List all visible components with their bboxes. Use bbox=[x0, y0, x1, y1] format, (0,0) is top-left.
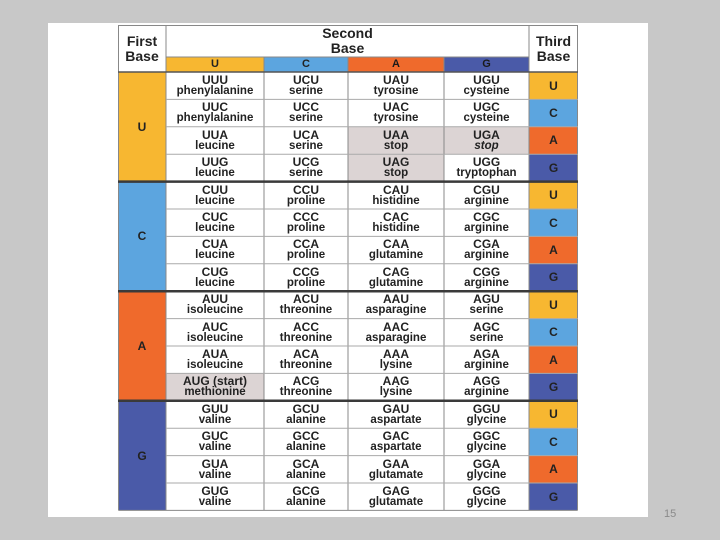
codon-cell bbox=[444, 291, 529, 318]
amino-acid-label: aspartate bbox=[370, 413, 422, 426]
codon-label: CAC bbox=[383, 209, 409, 224]
codon-cell bbox=[264, 182, 348, 209]
codon-cell bbox=[348, 373, 444, 400]
codon-cell bbox=[444, 401, 529, 428]
amino-acid-label: serine bbox=[469, 331, 504, 344]
third-base-g: G bbox=[529, 373, 578, 400]
amino-acid-label: leucine bbox=[195, 221, 235, 234]
amino-acid-label: aspartate bbox=[370, 441, 422, 454]
amino-acid-label: proline bbox=[286, 221, 326, 234]
codon-cell bbox=[166, 346, 264, 373]
codon-label: GCU bbox=[292, 401, 320, 416]
codon-label: AAU bbox=[383, 292, 409, 307]
codon-label: AAG bbox=[382, 374, 410, 389]
first-base-g: G bbox=[118, 401, 166, 511]
amino-acid-label: threonine bbox=[279, 358, 333, 371]
codon-cell bbox=[444, 264, 529, 291]
codon-cell bbox=[444, 99, 529, 126]
third-base-a: A bbox=[529, 127, 578, 154]
amino-acid-label: threonine bbox=[279, 331, 333, 344]
second-base-col-c: C bbox=[264, 57, 348, 72]
codon-label: UGC bbox=[473, 100, 500, 115]
codon-label: GCG bbox=[292, 483, 320, 498]
amino-acid-label: alanine bbox=[286, 413, 326, 426]
third-base-a: A bbox=[529, 456, 578, 483]
codon-label: CAA bbox=[383, 237, 409, 252]
amino-acid-label: threonine bbox=[279, 386, 333, 399]
codon-label: CGA bbox=[473, 237, 500, 252]
amino-acid-label: stop bbox=[474, 139, 499, 152]
codon-cell bbox=[264, 456, 348, 483]
third-base-g: G bbox=[529, 483, 578, 510]
second-base-col-g: G bbox=[444, 57, 529, 72]
codon-cell bbox=[348, 291, 444, 318]
third-base-header-line: Base bbox=[536, 47, 571, 64]
amino-acid-label: arginine bbox=[464, 358, 509, 371]
codon-cell bbox=[264, 154, 348, 181]
codon-cell bbox=[348, 428, 444, 455]
codon-label: CCU bbox=[293, 182, 319, 197]
codon-cell bbox=[348, 236, 444, 263]
amino-acid-label: glutamine bbox=[368, 249, 424, 262]
third-base-header bbox=[529, 25, 578, 72]
amino-acid-label: leucine bbox=[195, 167, 235, 180]
codon-label: UCC bbox=[293, 100, 319, 115]
codon-label: UUA bbox=[202, 127, 228, 142]
codon-cell bbox=[348, 154, 444, 181]
codon-cell bbox=[166, 264, 264, 291]
second-base-col-u: U bbox=[166, 57, 264, 72]
amino-acid-label: proline bbox=[286, 194, 326, 207]
codon-cell bbox=[444, 319, 529, 346]
third-base-c: C bbox=[529, 209, 578, 236]
codon-cell bbox=[444, 182, 529, 209]
third-base-u: U bbox=[529, 401, 578, 428]
codon-label: GUA bbox=[201, 456, 229, 471]
codon-label: CAU bbox=[383, 182, 409, 197]
amino-acid-label: threonine bbox=[279, 304, 333, 317]
codon-label: CGC bbox=[473, 209, 500, 224]
codon-cell bbox=[166, 291, 264, 318]
codon-label: CGU bbox=[473, 182, 500, 197]
codon-label: GUU bbox=[201, 401, 229, 416]
codon-label: UGU bbox=[473, 72, 500, 87]
codon-cell bbox=[264, 99, 348, 126]
codon-label: AUG (start) bbox=[182, 374, 247, 389]
codon-label: AUA bbox=[202, 346, 228, 361]
amino-acid-label: isoleucine bbox=[186, 358, 244, 371]
amino-acid-label: lysine bbox=[379, 386, 413, 399]
codon-cell bbox=[348, 401, 444, 428]
amino-acid-label: alanine bbox=[286, 441, 326, 454]
codon-cell bbox=[166, 428, 264, 455]
codon-label: UAA bbox=[383, 127, 409, 142]
amino-acid-label: proline bbox=[286, 249, 326, 262]
amino-acid-label: serine bbox=[289, 167, 323, 180]
codon-cell bbox=[348, 264, 444, 291]
amino-acid-label: arginine bbox=[464, 386, 509, 399]
codon-label: UAU bbox=[383, 72, 409, 87]
amino-acid-label: phenylalanine bbox=[176, 112, 254, 125]
codon-cell bbox=[264, 72, 348, 99]
codon-label: GGG bbox=[472, 483, 501, 498]
codon-cell bbox=[348, 209, 444, 236]
first-base-header bbox=[118, 25, 166, 72]
codon-label: CGG bbox=[472, 264, 501, 279]
second-base-col-a: A bbox=[348, 57, 444, 72]
amino-acid-label: histidine bbox=[372, 221, 420, 234]
codon-cell bbox=[348, 72, 444, 99]
amino-acid-label: serine bbox=[289, 112, 323, 125]
codon-label: UUU bbox=[202, 72, 228, 87]
amino-acid-label: arginine bbox=[464, 194, 509, 207]
codon-cell bbox=[444, 346, 529, 373]
amino-acid-label: histidine bbox=[372, 194, 420, 207]
amino-acid-label: glutamate bbox=[368, 495, 424, 508]
codon-cell bbox=[166, 236, 264, 263]
codon-label: AUC bbox=[202, 319, 228, 334]
codon-label: AGC bbox=[473, 319, 500, 334]
amino-acid-label: alanine bbox=[286, 495, 326, 508]
codon-label: GAU bbox=[382, 401, 410, 416]
amino-acid-label: leucine bbox=[195, 194, 235, 207]
third-base-c: C bbox=[529, 428, 578, 455]
third-base-g: G bbox=[529, 264, 578, 291]
third-base-u: U bbox=[529, 182, 578, 209]
amino-acid-label: arginine bbox=[464, 249, 509, 262]
codon-label: GUG bbox=[201, 483, 229, 498]
codon-cell bbox=[264, 319, 348, 346]
codon-label: UGA bbox=[473, 127, 500, 142]
codon-cell bbox=[166, 401, 264, 428]
amino-acid-label: tryptophan bbox=[456, 167, 517, 180]
codon-cell bbox=[166, 182, 264, 209]
third-base-header-line: Third bbox=[536, 32, 571, 49]
codon-cell bbox=[166, 319, 264, 346]
third-base-a: A bbox=[529, 236, 578, 263]
amino-acid-label: arginine bbox=[464, 221, 509, 234]
amino-acid-label: cysteine bbox=[463, 84, 510, 97]
codon-cell bbox=[166, 72, 264, 99]
third-base-u: U bbox=[529, 72, 578, 99]
page-number: 15 bbox=[664, 508, 677, 520]
codon-cell bbox=[264, 127, 348, 154]
amino-acid-label: tyrosine bbox=[373, 84, 419, 97]
codon-label: AAA bbox=[383, 346, 409, 361]
codon-cell bbox=[348, 127, 444, 154]
codon-label: UUC bbox=[202, 100, 228, 115]
codon-label: GGU bbox=[472, 401, 501, 416]
codon-cell bbox=[444, 72, 529, 99]
codon-cell bbox=[444, 127, 529, 154]
codon-cell bbox=[348, 346, 444, 373]
codon-label: AGU bbox=[473, 292, 500, 307]
codon-cell bbox=[166, 456, 264, 483]
amino-acid-label: cysteine bbox=[463, 112, 510, 125]
third-base-c: C bbox=[529, 99, 578, 126]
third-base-g: G bbox=[529, 154, 578, 181]
codon-cell bbox=[264, 401, 348, 428]
codon-label: CCC bbox=[293, 209, 319, 224]
amino-acid-label: leucine bbox=[195, 249, 235, 262]
codon-label: AGG bbox=[472, 374, 501, 389]
amino-acid-label: alanine bbox=[286, 468, 326, 481]
codon-cell bbox=[444, 456, 529, 483]
codon-cell bbox=[166, 154, 264, 181]
amino-acid-label: glycine bbox=[466, 495, 507, 508]
amino-acid-label: serine bbox=[469, 304, 504, 317]
codon-cell bbox=[166, 127, 264, 154]
codon-cell bbox=[348, 483, 444, 510]
codon-label: CUU bbox=[202, 182, 228, 197]
amino-acid-label: stop bbox=[383, 167, 409, 180]
codon-cell bbox=[264, 373, 348, 400]
codon-label: CCG bbox=[292, 264, 320, 279]
amino-acid-label: stop bbox=[383, 139, 409, 152]
amino-acid-label: glycine bbox=[466, 468, 507, 481]
codon-cell bbox=[444, 154, 529, 181]
amino-acid-label: isoleucine bbox=[186, 331, 244, 344]
codon-label: GGA bbox=[472, 456, 501, 471]
amino-acid-label: glutamine bbox=[368, 276, 424, 289]
codon-table bbox=[118, 25, 578, 511]
codon-cell bbox=[264, 483, 348, 510]
third-base-c: C bbox=[529, 319, 578, 346]
codon-label: UAG bbox=[382, 155, 410, 170]
codon-label: CUC bbox=[202, 209, 228, 224]
codon-cell bbox=[444, 428, 529, 455]
codon-cell bbox=[166, 209, 264, 236]
first-base-a: A bbox=[118, 291, 166, 401]
second-base-header-line: Second bbox=[322, 25, 373, 42]
codon-label: UCU bbox=[293, 72, 319, 87]
codon-label: UCG bbox=[292, 155, 320, 170]
codon-label: ACU bbox=[293, 292, 319, 307]
codon-label: GAA bbox=[382, 456, 410, 471]
amino-acid-label: glutamate bbox=[368, 468, 424, 481]
codon-cell bbox=[264, 236, 348, 263]
codon-cell bbox=[166, 99, 264, 126]
amino-acid-label: valine bbox=[198, 495, 232, 508]
amino-acid-label: leucine bbox=[195, 276, 235, 289]
codon-label: GAC bbox=[382, 429, 410, 444]
codon-label: GCC bbox=[292, 429, 320, 444]
codon-cell bbox=[264, 346, 348, 373]
codon-label: UGG bbox=[472, 155, 501, 170]
codon-label: CAG bbox=[382, 264, 410, 279]
first-base-c: C bbox=[118, 182, 166, 292]
amino-acid-label: valine bbox=[198, 468, 232, 481]
codon-cell bbox=[444, 236, 529, 263]
codon-label: ACC bbox=[293, 319, 319, 334]
amino-acid-label: leucine bbox=[195, 139, 235, 152]
codon-label: GGC bbox=[472, 429, 501, 444]
codon-label: GCA bbox=[292, 456, 320, 471]
amino-acid-label: serine bbox=[289, 84, 323, 97]
codon-label: GAG bbox=[382, 483, 410, 498]
codon-cell bbox=[348, 319, 444, 346]
codon-label: UUG bbox=[201, 155, 229, 170]
first-base-header-line: First bbox=[126, 32, 158, 49]
codon-label: CUA bbox=[202, 237, 228, 252]
amino-acid-label: tyrosine bbox=[373, 112, 419, 125]
codon-cell bbox=[264, 428, 348, 455]
codon-label: CUG bbox=[201, 264, 229, 279]
amino-acid-label: arginine bbox=[464, 276, 509, 289]
amino-acid-label: glycine bbox=[466, 441, 507, 454]
codon-cell bbox=[166, 483, 264, 510]
codon-label: GUC bbox=[201, 429, 229, 444]
amino-acid-label: asparagine bbox=[365, 304, 427, 317]
codon-cell bbox=[264, 264, 348, 291]
codon-label: AGA bbox=[473, 346, 500, 361]
second-base-header bbox=[166, 25, 529, 57]
codon-label: UCA bbox=[293, 127, 319, 142]
codon-cell bbox=[348, 99, 444, 126]
third-base-u: U bbox=[529, 291, 578, 318]
codon-label: ACA bbox=[293, 346, 319, 361]
amino-acid-label: lysine bbox=[379, 358, 413, 371]
amino-acid-label: glycine bbox=[466, 413, 507, 426]
codon-cell bbox=[348, 182, 444, 209]
amino-acid-label: methionine bbox=[184, 386, 246, 399]
codon-cell bbox=[166, 373, 264, 400]
amino-acid-label: asparagine bbox=[365, 331, 427, 344]
codon-label: AUU bbox=[202, 292, 228, 307]
codon-cell bbox=[264, 291, 348, 318]
amino-acid-label: proline bbox=[286, 276, 326, 289]
third-base-a: A bbox=[529, 346, 578, 373]
amino-acid-label: serine bbox=[289, 139, 323, 152]
codon-cell bbox=[348, 456, 444, 483]
amino-acid-label: valine bbox=[198, 413, 232, 426]
codon-cell bbox=[444, 209, 529, 236]
codon-cell bbox=[264, 209, 348, 236]
amino-acid-label: valine bbox=[198, 441, 232, 454]
codon-label: AAC bbox=[383, 319, 409, 334]
codon-cell bbox=[444, 483, 529, 510]
codon-label: UAC bbox=[383, 100, 409, 115]
amino-acid-label: isoleucine bbox=[186, 304, 244, 317]
codon-cell bbox=[444, 373, 529, 400]
amino-acid-label: phenylalanine bbox=[176, 84, 254, 97]
codon-label: CCA bbox=[293, 237, 319, 252]
first-base-u: U bbox=[118, 72, 166, 182]
codon-label: ACG bbox=[292, 374, 320, 389]
first-base-header-line: Base bbox=[125, 47, 159, 64]
second-base-header-line: Base bbox=[330, 40, 365, 56]
